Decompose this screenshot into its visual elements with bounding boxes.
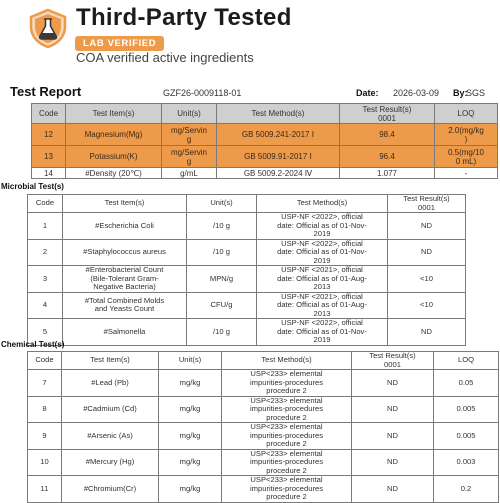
microbial-test-table xyxy=(27,194,466,346)
cell-method: USP<233> elemental impurities-procedures procedure 2 xyxy=(222,423,352,450)
col-header-code: Code xyxy=(28,195,63,213)
cell-method: USP<233> elemental impurities-procedures procedure 2 xyxy=(222,449,352,476)
col-header-loq: LOQ xyxy=(434,352,499,370)
cell-code: 12 xyxy=(32,124,66,146)
table-row xyxy=(28,213,466,240)
cell-test-item: #Staphylococcus aureus xyxy=(63,239,187,266)
chemical-section-title: Chemical Test(s) xyxy=(1,340,65,349)
cell-code: 11 xyxy=(28,476,62,503)
cell-result: ND xyxy=(352,396,434,423)
col-header-test-item: Test Item(s) xyxy=(63,195,187,213)
cell-loq: 2.0(mg/kg ) xyxy=(435,124,498,146)
cell-test-item: #Escherichia Coli xyxy=(63,213,187,240)
report-date: 2026-03-09 xyxy=(393,88,440,98)
cell-unit: mg/kg xyxy=(159,370,222,397)
cell-result: 96.4 xyxy=(340,146,435,168)
col-header-method: Test Method(s) xyxy=(217,104,340,124)
lab-verified-badge: LAB VERIFIED xyxy=(75,36,164,51)
table-row xyxy=(28,370,499,397)
page-subtitle: COA verified active ingredients xyxy=(76,50,254,65)
cell-loq: 0.003 xyxy=(434,449,499,476)
cell-code: 7 xyxy=(28,370,62,397)
cell-method: USP-NF <2021>, official date: Official as of 01-Aug- 2013 xyxy=(257,266,388,293)
col-header-test-item: Test Item(s) xyxy=(62,352,159,370)
col-header-unit: Unit(s) xyxy=(159,352,222,370)
col-header-test-item: Test Item(s) xyxy=(66,104,162,124)
report-by: SGS xyxy=(466,88,486,98)
cell-method: USP<233> elemental impurities-procedures procedure 2 xyxy=(222,370,352,397)
cell-result: <10 xyxy=(388,292,466,319)
chemical-test-table xyxy=(27,351,499,503)
cell-method: USP-NF <2022>, official date: Official as of 01-Nov- 2019 xyxy=(257,319,388,346)
cell-result: ND xyxy=(388,213,466,240)
cell-unit: mg/kg xyxy=(159,476,222,503)
table-row xyxy=(28,239,466,266)
cell-unit: /10 g xyxy=(187,239,257,266)
by-label: By: xyxy=(453,88,468,98)
cell-method: USP<233> elemental impurities-procedures procedure 2 xyxy=(222,476,352,503)
cell-test-item: #Mercury (Hg) xyxy=(62,449,159,476)
cell-unit: /10 g xyxy=(187,213,257,240)
cell-test-item: Magnesium(Mg) xyxy=(66,124,162,146)
cell-code: 8 xyxy=(28,396,62,423)
col-header-result: Test Result(s) 0001 xyxy=(340,104,435,124)
cell-loq: 0.005 xyxy=(434,396,499,423)
cell-test-item: #Lead (Pb) xyxy=(62,370,159,397)
col-header-loq: LOQ xyxy=(435,104,498,124)
cell-loq: 0.2 xyxy=(434,476,499,503)
cell-test-item: #Chromium(Cr) xyxy=(62,476,159,503)
cell-code: 1 xyxy=(28,213,63,240)
cell-result: 1.077 xyxy=(340,168,435,179)
col-header-result: Test Result(s) 0001 xyxy=(352,352,434,370)
table-row xyxy=(28,292,466,319)
cell-result: ND xyxy=(388,319,466,346)
col-header-code: Code xyxy=(32,104,66,124)
report-number: GZF26-0009118-01 xyxy=(163,88,242,98)
table-row xyxy=(32,124,498,146)
shield-flask-icon xyxy=(28,8,68,48)
cell-loq: 0.05 xyxy=(434,370,499,397)
cell-test-item: Potassium(K) xyxy=(66,146,162,168)
cell-code: 13 xyxy=(32,146,66,168)
cell-test-item: #Cadmium (Cd) xyxy=(62,396,159,423)
col-header-result: Test Result(s) 0001 xyxy=(388,195,466,213)
cell-code: 5 xyxy=(28,319,63,346)
cell-code: 9 xyxy=(28,423,62,450)
cell-unit: /10 g xyxy=(187,319,257,346)
col-header-code: Code xyxy=(28,352,62,370)
cell-unit: mg/Servin g xyxy=(162,146,217,168)
cell-result: ND xyxy=(388,239,466,266)
cell-test-item: #Enterobacterial Count (Bile-Tolerant Gram- Negative Bacteria) xyxy=(63,266,187,293)
cell-unit: mg/kg xyxy=(159,396,222,423)
cell-result: ND xyxy=(352,423,434,450)
cell-code: 14 xyxy=(32,168,66,179)
cell-method: GB 5009.241-2017 Ⅰ xyxy=(217,124,340,146)
cell-result: ND xyxy=(352,476,434,503)
cell-loq: 0.005 xyxy=(434,423,499,450)
cell-test-item: #Arsenic (As) xyxy=(62,423,159,450)
cell-unit: mg/Servin g xyxy=(162,124,217,146)
date-label: Date: xyxy=(356,88,379,98)
table-row xyxy=(32,168,498,179)
cell-code: 4 xyxy=(28,292,63,319)
cell-result: 98.4 xyxy=(340,124,435,146)
cell-unit: mg/kg xyxy=(159,449,222,476)
report-title: Test Report xyxy=(10,84,82,99)
header xyxy=(0,0,500,80)
cell-loq: 0.5(mg/10 0 mL) xyxy=(435,146,498,168)
cell-method: USP-NF <2021>, official date: Official as of 01-Aug- 2013 xyxy=(257,292,388,319)
microbial-section-title: Microbial Test(s) xyxy=(1,182,64,191)
nutrient-test-table xyxy=(31,103,498,179)
cell-method: USP-NF <2022>, official date: Official as of 01-Nov- 2019 xyxy=(257,239,388,266)
cell-code: 2 xyxy=(28,239,63,266)
cell-result: ND xyxy=(352,370,434,397)
col-header-unit: Unit(s) xyxy=(162,104,217,124)
cell-test-item: #Density (20℃) xyxy=(66,168,162,179)
cell-method: GB 5009.91-2017 Ⅰ xyxy=(217,146,340,168)
cell-unit: g/mL xyxy=(162,168,217,179)
col-header-method: Test Method(s) xyxy=(257,195,388,213)
page-title: Third-Party Tested xyxy=(76,4,292,31)
cell-method: GB 5009.2-2024 Ⅳ xyxy=(217,168,340,179)
cell-test-item: #Salmonella xyxy=(63,319,187,346)
table-row xyxy=(28,476,499,503)
cell-unit: MPN/g xyxy=(187,266,257,293)
table-row xyxy=(28,396,499,423)
cell-unit: CFU/g xyxy=(187,292,257,319)
cell-result: ND xyxy=(352,449,434,476)
col-header-method: Test Method(s) xyxy=(222,352,352,370)
cell-code: 10 xyxy=(28,449,62,476)
table-row xyxy=(28,449,499,476)
cell-method: USP-NF <2022>, official date: Official as of 01-Nov- 2019 xyxy=(257,213,388,240)
cell-loq: - xyxy=(435,168,498,179)
table-row xyxy=(28,319,466,346)
cell-code: 3 xyxy=(28,266,63,293)
cell-result: <10 xyxy=(388,266,466,293)
cell-unit: mg/kg xyxy=(159,423,222,450)
table-row xyxy=(32,146,498,168)
cell-method: USP<233> elemental impurities-procedures procedure 2 xyxy=(222,396,352,423)
col-header-unit: Unit(s) xyxy=(187,195,257,213)
cell-test-item: #Total Combined Molds and Yeasts Count xyxy=(63,292,187,319)
table-row xyxy=(28,423,499,450)
table-row xyxy=(28,266,466,293)
